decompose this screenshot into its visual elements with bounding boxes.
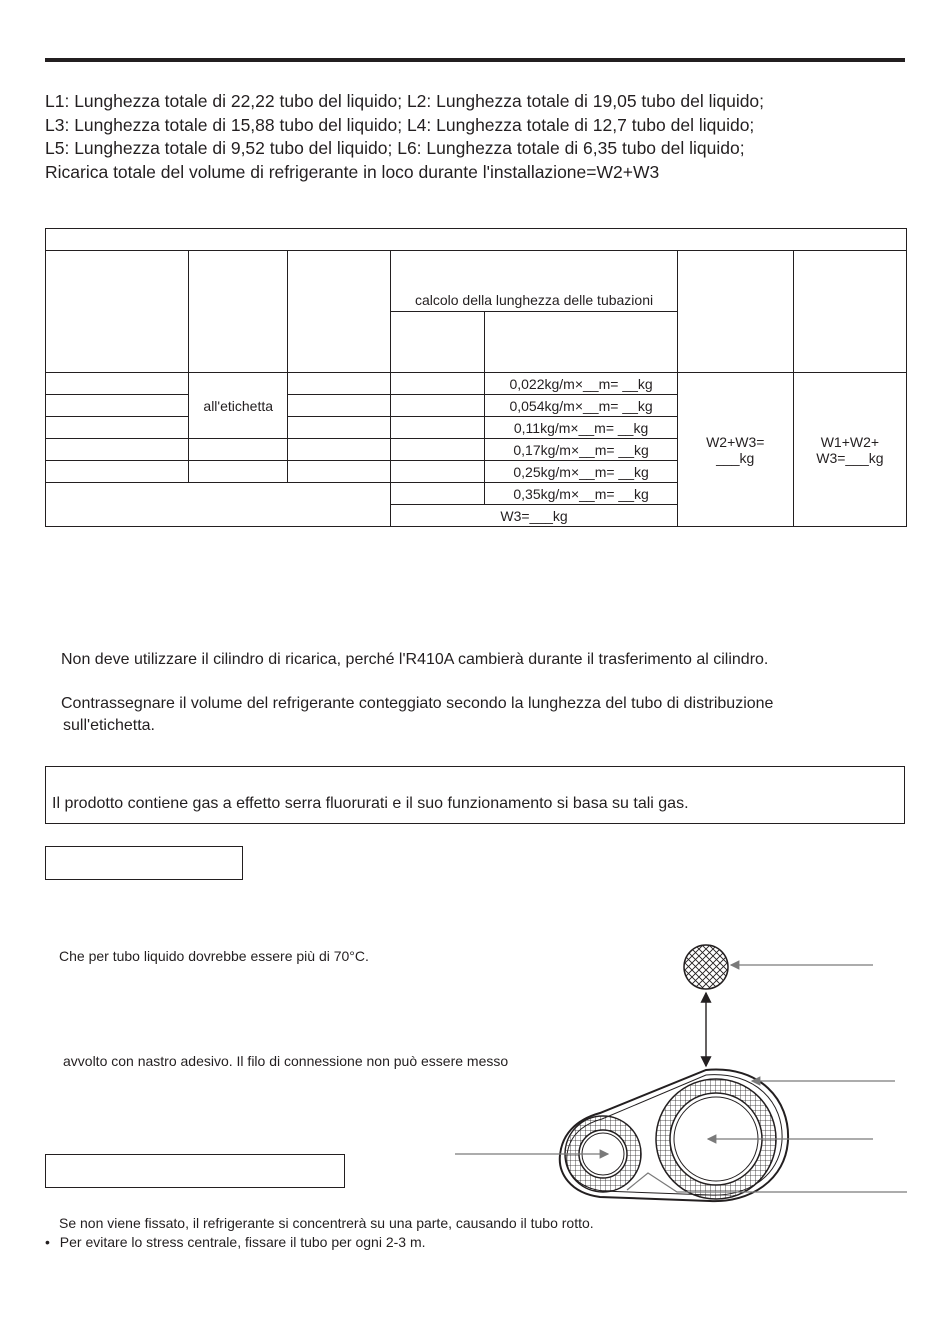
total-line-2: W3=___kg [816, 449, 884, 466]
header-cell [677, 251, 793, 373]
header-cell [485, 312, 677, 373]
greenhouse-gas-text: Il prodotto contiene gas a effetto serra fluorurati e il suo funzionamento si basa su tali gas. [52, 795, 689, 812]
table-cell [288, 417, 391, 439]
table-cell [46, 395, 189, 417]
formula-cell: 0,17kg/m×__m= __kg [485, 439, 677, 461]
pipe-insulation-diagram [440, 935, 930, 1215]
table-title-row [46, 229, 907, 251]
intro-line-4: Ricarica totale del volume di refrigerante in loco durante l'installazione=W2+W3 [45, 161, 660, 182]
w2-w3-cell [677, 373, 793, 527]
header-cell [793, 251, 906, 373]
w3-total-cell: W3=___kg [391, 505, 677, 527]
intro-line-2: L3: Lunghezza totale di 15,88 tubo del liquido; L4: Lunghezza totale di 12,7 tubo del liquido; [45, 114, 755, 135]
greenhouse-gas-box [45, 766, 905, 824]
table-cell [391, 483, 485, 505]
w2-w3-line-2: ___kg [716, 449, 755, 466]
tape-note: avvolto con nastro adesivo. Il filo di connessione non può essere messo [63, 1053, 509, 1069]
formula-cell: 0,022kg/m×__m= __kg [485, 373, 677, 395]
total-cell [793, 373, 906, 527]
table-cell [391, 461, 485, 483]
table-cell [189, 461, 288, 483]
total-line-1: W1+W2+ [820, 433, 880, 450]
section-heading-box-2 [45, 1154, 345, 1188]
table-cell [288, 373, 391, 395]
header-cell [391, 312, 485, 373]
table-cell [288, 461, 391, 483]
header-cell [189, 251, 288, 373]
mark-note-line-2: sull'etichetta. [63, 717, 155, 734]
fixing-note: Se non viene fissato, il refrigerante si concentrerà su una parte, causando il tubo rotto. [59, 1215, 594, 1231]
refrigerant-charge-table [45, 228, 907, 527]
table-cell [46, 461, 189, 483]
table-cell [288, 395, 391, 417]
formula-cell: 0,35kg/m×__m= __kg [485, 483, 677, 505]
table-cell [391, 373, 485, 395]
fixing-bullet-item [45, 1234, 426, 1250]
top-rule [45, 58, 905, 62]
header-cell [46, 251, 189, 373]
table-cell [46, 417, 189, 439]
table-cell [46, 439, 189, 461]
intro-text [45, 90, 764, 184]
temperature-note: Che per tubo liquido dovrebbe essere più di 70°C. [59, 948, 369, 964]
intro-line-3: L5: Lunghezza totale di 9,52 tubo del liquido; L6: Lunghezza totale di 6,35 tubo del liquido; [45, 138, 745, 158]
table-cell [288, 439, 391, 461]
intro-line-1: L1: Lunghezza totale di 22,22 tubo del liquido; L2: Lunghezza totale di 19,05 tubo del liquido; [45, 91, 765, 111]
piping-calc-header: calcolo della lunghezza delle tubazioni [391, 251, 677, 312]
table-cell [391, 439, 485, 461]
mark-note-line-1: Contrassegnare il volume del refrigerante conteggiato secondo la lunghezza del tubo di distribuzione [61, 695, 774, 712]
table-cell [391, 417, 485, 439]
bullet-icon: • [45, 1234, 50, 1250]
formula-cell: 0,11kg/m×__m= __kg [485, 417, 677, 439]
cylinder-note: Non deve utilizzare il cilindro di ricarica, perché l'R410A cambierà durante il trasferimento al cilindro. [61, 651, 769, 668]
table-cell [46, 373, 189, 395]
formula-cell: 0,054kg/m×__m= __kg [485, 395, 677, 417]
label-cell: all'etichetta [189, 373, 288, 439]
wire-cross-section [684, 945, 728, 989]
fixing-bullet-text: Per evitare lo stress centrale, fissare il tubo per ogni 2-3 m. [59, 1234, 426, 1250]
table-cell [189, 439, 288, 461]
formula-cell: 0,25kg/m×__m= __kg [485, 461, 677, 483]
section-heading-box-1 [45, 846, 243, 880]
table-cell [46, 483, 391, 527]
w2-w3-line-1: W2+W3= [706, 433, 765, 450]
table-cell [391, 395, 485, 417]
header-cell [288, 251, 391, 373]
